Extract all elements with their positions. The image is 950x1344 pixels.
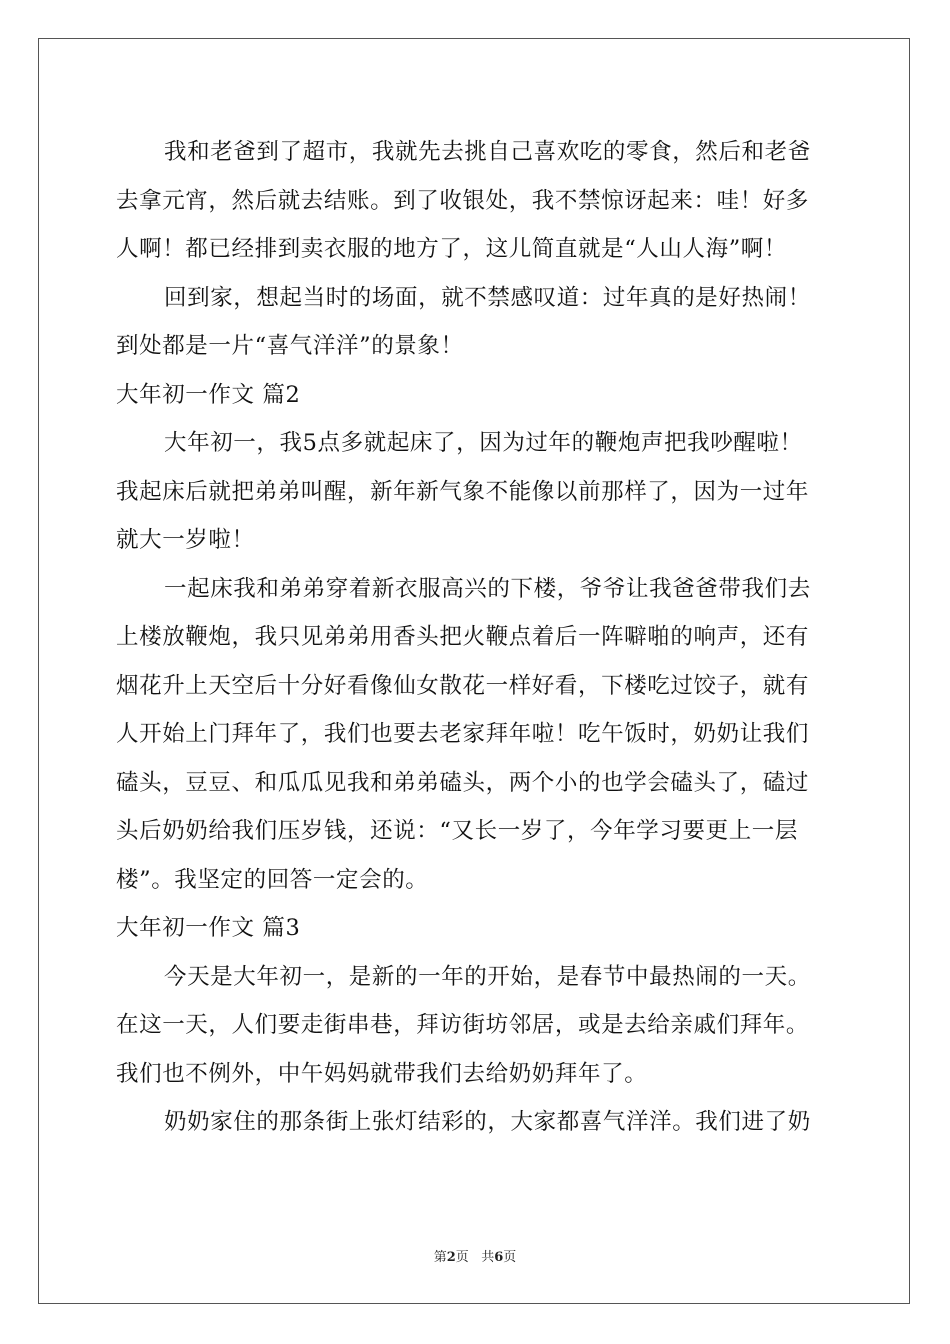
page-footer [0, 1246, 950, 1265]
paragraph-line: 人开始上门拜年了，我们也要去老家拜年啦！吃午饭时，奶奶让我们 [116, 721, 810, 747]
paragraph-line: 去拿元宵，然后就去结账。到了收银处，我不禁惊讶起来：哇！好多 [116, 187, 810, 214]
paragraph-line: 磕头，豆豆、和瓜瓜见我和弟弟磕头，两个小的也学会磕头了，磕过 [116, 769, 810, 796]
footer-page-word: 页 [455, 1250, 469, 1265]
paragraph-line: 大年初一，我5点多就起床了，因为过年的鞭炮声把我吵醒啦！ [164, 430, 803, 456]
paragraph-line: 烟花升上天空后十分好看像仙女散花一样好看，下楼吃过饺子，就有 [116, 672, 810, 699]
paragraph-line: 楼”。我坚定的回答一定会的。 [116, 866, 429, 893]
paragraph-line: 就大一岁啦！ [116, 527, 255, 553]
paragraph-line: 今天是大年初一，是新的一年的开始，是春节中最热闹的一天。 [164, 963, 811, 990]
section-heading: 大年初一作文 篇2 [116, 381, 301, 408]
paragraph-line: 上楼放鞭炮，我只见弟弟用香头把火鞭点着后一阵噼啪的响声，还有 [116, 624, 810, 650]
footer-total-word: 页 [503, 1250, 517, 1265]
paragraph-line: 在这一天，人们要走街串巷，拜访街坊邻居，或是去给亲戚们拜年。 [116, 1012, 810, 1038]
current-page-number: 2 [446, 1250, 456, 1265]
paragraph-line: 我起床后就把弟弟叫醒，新年新气象不能像以前那样了，因为一过年 [116, 478, 810, 505]
paragraph-line: 头后奶奶给我们压岁钱，还说：“又长一岁了，今年学习要更上一层 [116, 818, 799, 844]
paragraph-line: 奶奶家住的那条街上张灯结彩的，大家都喜气洋洋。我们进了奶 [164, 1109, 811, 1135]
document-body [116, 128, 836, 1147]
paragraph-line: 我和老爸到了超市，我就先去挑自己喜欢吃的零食，然后和老爸 [164, 139, 811, 165]
paragraph-line: 到处都是一片“喜气洋洋”的景象！ [116, 333, 464, 359]
section-heading: 大年初一作文 篇3 [116, 915, 301, 941]
paragraph-line: 一起床我和弟弟穿着新衣服高兴的下楼，爷爷让我爸爸带我们去 [164, 575, 811, 602]
footer-prefix: 第 [433, 1250, 447, 1265]
total-pages-number: 6 [494, 1250, 504, 1265]
paragraph-line: 人啊！都已经排到卖衣服的地方了，这儿简直就是“人山人海”啊！ [116, 236, 788, 262]
footer-total-prefix: 共 [481, 1250, 495, 1265]
paragraph-line: 我们也不例外，中午妈妈就带我们去给奶奶拜年了。 [116, 1060, 648, 1087]
paragraph-line: 回到家，想起当时的场面，就不禁感叹道：过年真的是好热闹！ [164, 284, 811, 311]
